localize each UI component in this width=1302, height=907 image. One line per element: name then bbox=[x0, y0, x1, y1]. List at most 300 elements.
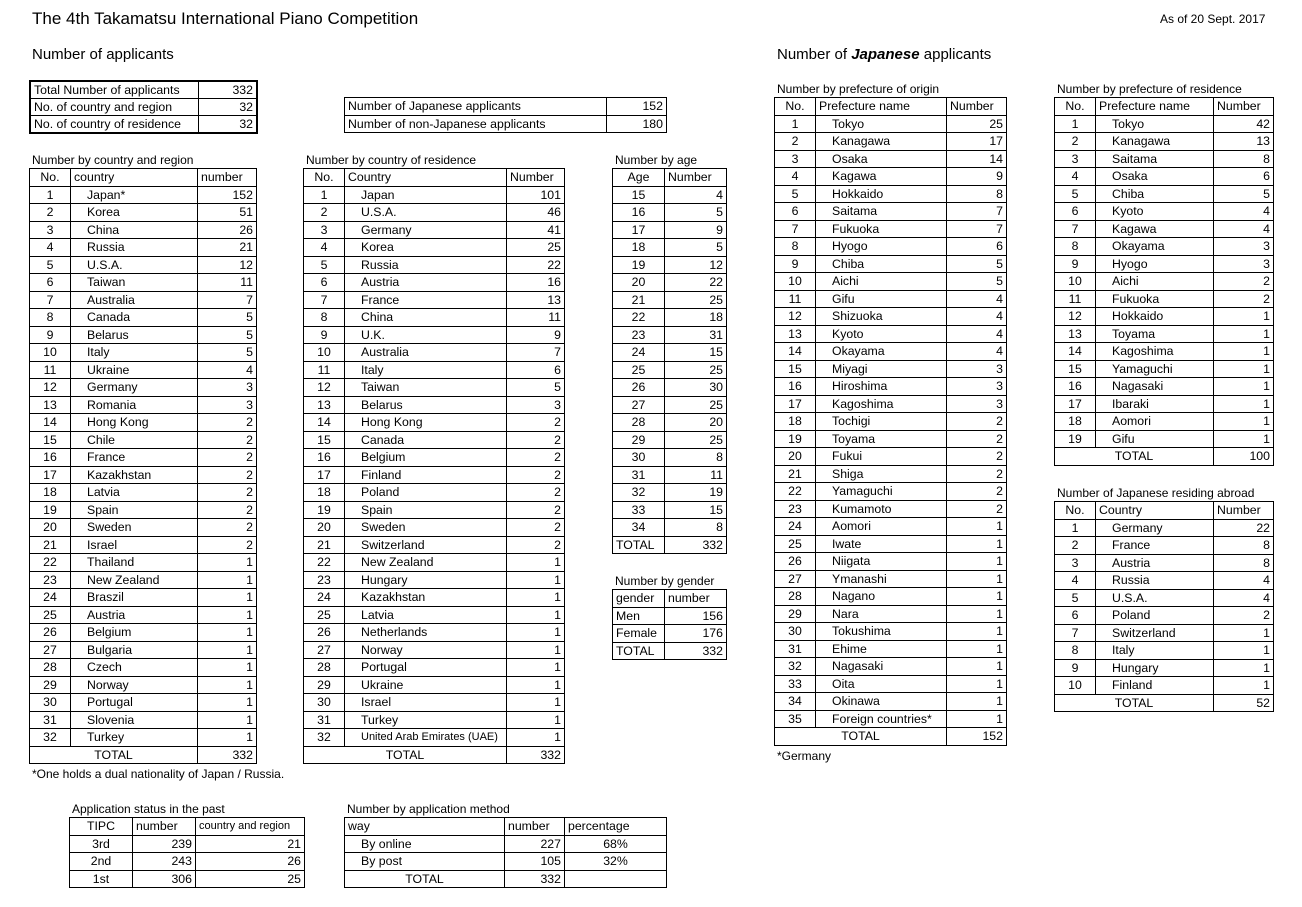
table-row bbox=[304, 589, 565, 607]
row-value: 32 bbox=[198, 116, 257, 134]
table-cell: 25 bbox=[304, 606, 345, 624]
table-cell: 10 bbox=[1055, 273, 1096, 291]
table-cell: 8 bbox=[1214, 150, 1274, 168]
table-cell: 5 bbox=[198, 309, 257, 327]
table-cell: Kagawa bbox=[1096, 220, 1214, 238]
table-cell: 21 bbox=[196, 835, 305, 853]
table-cell: 5 bbox=[947, 255, 1007, 273]
table-cell: 1 bbox=[947, 693, 1007, 711]
table-cell: 1 bbox=[1214, 659, 1274, 677]
table-cell: Aomori bbox=[816, 518, 947, 536]
table-row bbox=[30, 554, 257, 572]
table-row bbox=[775, 448, 1007, 466]
column-header: Number bbox=[947, 98, 1007, 116]
row-label: Total Number of applicants bbox=[30, 81, 198, 99]
table-cell: 105 bbox=[505, 853, 565, 871]
table-cell: 21 bbox=[775, 465, 816, 483]
table-cell: 6 bbox=[1214, 168, 1274, 186]
table-cell: Norway bbox=[71, 676, 198, 694]
table-cell: U.K. bbox=[345, 326, 507, 344]
table-row bbox=[304, 379, 565, 397]
column-header: gender bbox=[613, 590, 665, 608]
table-cell: 20 bbox=[775, 448, 816, 466]
table-row bbox=[1055, 115, 1274, 133]
table-row bbox=[30, 81, 257, 99]
country-table-caption: Number by country and region bbox=[32, 153, 194, 167]
residence-table bbox=[303, 168, 565, 764]
table-row bbox=[70, 835, 305, 853]
table-cell: 7 bbox=[1055, 220, 1096, 238]
table-cell: 16 bbox=[1055, 378, 1096, 396]
table-cell: Switzerland bbox=[345, 536, 507, 554]
table-row bbox=[775, 325, 1007, 343]
table-row bbox=[30, 361, 257, 379]
table-cell: 2 bbox=[507, 484, 565, 502]
pref-residence-table bbox=[1054, 97, 1274, 466]
table-cell: 3 bbox=[30, 221, 71, 239]
table-cell: 1 bbox=[198, 624, 257, 642]
table-cell: 19 bbox=[304, 501, 345, 519]
table-cell: 2 bbox=[507, 536, 565, 554]
table-row bbox=[775, 465, 1007, 483]
table-cell: 31 bbox=[613, 466, 665, 484]
table-row bbox=[30, 99, 257, 116]
table-cell: 8 bbox=[775, 238, 816, 256]
table-cell: 21 bbox=[613, 291, 665, 309]
table-cell: Israel bbox=[345, 694, 507, 712]
table-cell: Belgium bbox=[345, 449, 507, 467]
table-cell: 7 bbox=[198, 291, 257, 309]
table-cell: 8 bbox=[947, 185, 1007, 203]
table-row bbox=[775, 395, 1007, 413]
table-cell: 25 bbox=[665, 431, 727, 449]
table-row bbox=[30, 256, 257, 274]
total-label: TOTAL bbox=[775, 728, 947, 746]
table-row bbox=[30, 589, 257, 607]
table-cell: 9 bbox=[1055, 255, 1096, 273]
table-row bbox=[30, 431, 257, 449]
table-cell: 51 bbox=[198, 204, 257, 222]
table-row bbox=[304, 344, 565, 362]
table-row bbox=[304, 484, 565, 502]
summary-table bbox=[29, 80, 258, 134]
gender-table bbox=[612, 589, 727, 660]
table-row bbox=[775, 273, 1007, 291]
table-cell: 6 bbox=[30, 274, 71, 292]
table-cell: 1 bbox=[507, 606, 565, 624]
table-cell: 1 bbox=[1214, 624, 1274, 642]
pref-origin-caption: Number by prefecture of origin bbox=[777, 82, 940, 96]
table-cell: New Zealand bbox=[345, 554, 507, 572]
table-cell: 11 bbox=[775, 290, 816, 308]
table-cell: 24 bbox=[30, 589, 71, 607]
japanese-split-table bbox=[344, 97, 667, 133]
table-row bbox=[1055, 607, 1274, 625]
table-cell: 10 bbox=[1055, 677, 1096, 695]
table-row bbox=[1055, 413, 1274, 431]
table-cell: 3 bbox=[947, 395, 1007, 413]
table-cell: Austria bbox=[71, 606, 198, 624]
table-cell: Canada bbox=[71, 309, 198, 327]
table-header-row bbox=[1055, 98, 1274, 116]
table-cell: 4 bbox=[1214, 572, 1274, 590]
table-cell: 22 bbox=[665, 274, 727, 292]
table-cell: Ukraine bbox=[71, 361, 198, 379]
table-row bbox=[304, 711, 565, 729]
residence-table-caption: Number by country of residence bbox=[306, 153, 477, 167]
table-cell: Turkey bbox=[71, 729, 198, 747]
table-cell: 1 bbox=[947, 658, 1007, 676]
table-cell: 1 bbox=[507, 694, 565, 712]
table-cell: Turkey bbox=[345, 711, 507, 729]
table-cell: 2 bbox=[507, 519, 565, 537]
table-cell: 14 bbox=[1055, 343, 1096, 361]
table-row bbox=[30, 624, 257, 642]
table-cell: 3 bbox=[1214, 255, 1274, 273]
table-cell: Hokkaido bbox=[1096, 308, 1214, 326]
table-cell: 152 bbox=[198, 186, 257, 204]
table-row bbox=[613, 239, 727, 257]
table-row bbox=[775, 238, 1007, 256]
table-cell: 1 bbox=[198, 729, 257, 747]
table-header-row bbox=[345, 818, 667, 836]
table-cell: 2 bbox=[198, 484, 257, 502]
table-row bbox=[1055, 554, 1274, 572]
table-cell: 17 bbox=[30, 466, 71, 484]
table-cell: 29 bbox=[613, 431, 665, 449]
table-row bbox=[775, 115, 1007, 133]
table-row bbox=[304, 466, 565, 484]
table-cell: 13 bbox=[507, 291, 565, 309]
table-cell: New Zealand bbox=[71, 571, 198, 589]
table-cell: 23 bbox=[775, 500, 816, 518]
table-cell: 1 bbox=[1214, 430, 1274, 448]
table-cell: 3 bbox=[775, 150, 816, 168]
table-cell: 5 bbox=[1055, 589, 1096, 607]
table-row bbox=[30, 449, 257, 467]
table-cell: 4 bbox=[1214, 203, 1274, 221]
gender-table-caption: Number by gender bbox=[615, 574, 715, 588]
table-cell: 25 bbox=[665, 396, 727, 414]
total-label: TOTAL bbox=[304, 746, 507, 764]
total-value: 152 bbox=[947, 728, 1007, 746]
table-cell: 30 bbox=[30, 694, 71, 712]
table-cell: 3 bbox=[1055, 554, 1096, 572]
table-cell: 18 bbox=[1055, 413, 1096, 431]
table-cell: 5 bbox=[198, 326, 257, 344]
table-cell: Ukraine bbox=[345, 676, 507, 694]
table-cell: Iwate bbox=[816, 535, 947, 553]
table-cell: 1 bbox=[947, 605, 1007, 623]
section-heading-applicants: Number of applicants bbox=[32, 46, 174, 63]
table-row bbox=[304, 729, 565, 747]
column-header: Number bbox=[665, 169, 727, 187]
table-cell: 7 bbox=[507, 344, 565, 362]
column-header: Country bbox=[345, 169, 507, 187]
table-cell: Foreign countries* bbox=[816, 710, 947, 728]
table-cell: 4 bbox=[947, 325, 1007, 343]
total-label: TOTAL bbox=[613, 642, 665, 660]
table-cell: 34 bbox=[613, 519, 665, 537]
table-row bbox=[775, 413, 1007, 431]
table-cell: 7 bbox=[947, 220, 1007, 238]
table-cell: 8 bbox=[30, 309, 71, 327]
table-row bbox=[30, 116, 257, 134]
table-cell: United Arab Emirates (UAE) bbox=[345, 729, 507, 747]
table-cell: 18 bbox=[304, 484, 345, 502]
table-cell: 1 bbox=[947, 535, 1007, 553]
table-cell: 1 bbox=[775, 115, 816, 133]
table-row bbox=[304, 571, 565, 589]
table-cell: 11 bbox=[304, 361, 345, 379]
table-cell: Bulgaria bbox=[71, 641, 198, 659]
table-cell: Toyama bbox=[816, 430, 947, 448]
table-cell: 12 bbox=[30, 379, 71, 397]
table-cell: 3 bbox=[1214, 238, 1274, 256]
table-cell: 5 bbox=[198, 344, 257, 362]
table-cell: 5 bbox=[947, 273, 1007, 291]
table-cell: 11 bbox=[665, 466, 727, 484]
row-value: 180 bbox=[607, 115, 667, 133]
table-cell: 5 bbox=[30, 256, 71, 274]
table-cell: 28 bbox=[775, 588, 816, 606]
column-header: Prefecture name bbox=[816, 98, 947, 116]
table-cell: 4 bbox=[1214, 589, 1274, 607]
table-cell: Austria bbox=[1096, 554, 1214, 572]
table-cell: Osaka bbox=[1096, 168, 1214, 186]
table-cell: 1 bbox=[947, 710, 1007, 728]
table-cell: 19 bbox=[665, 484, 727, 502]
table-cell: 26 bbox=[775, 553, 816, 571]
table-cell: 5 bbox=[507, 379, 565, 397]
table-row bbox=[304, 204, 565, 222]
column-header: Prefecture name bbox=[1096, 98, 1214, 116]
table-header-row bbox=[1055, 502, 1274, 520]
table-cell: 23 bbox=[30, 571, 71, 589]
table-cell: 8 bbox=[1055, 642, 1096, 660]
table-row bbox=[30, 641, 257, 659]
table-row bbox=[70, 870, 305, 888]
table-cell: 20 bbox=[665, 414, 727, 432]
table-cell: Latvia bbox=[71, 484, 198, 502]
table-cell: 28 bbox=[613, 414, 665, 432]
table-row bbox=[1055, 133, 1274, 151]
table-cell: 2 bbox=[30, 204, 71, 222]
table-cell: 3 bbox=[198, 379, 257, 397]
column-header: percentage bbox=[565, 818, 667, 836]
table-row bbox=[775, 185, 1007, 203]
table-row bbox=[30, 536, 257, 554]
total-value: 332 bbox=[507, 746, 565, 764]
table-row bbox=[1055, 308, 1274, 326]
table-cell: 13 bbox=[304, 396, 345, 414]
table-cell: U.S.A. bbox=[1096, 589, 1214, 607]
table-cell: Kazakhstan bbox=[71, 466, 198, 484]
table-cell: 32 bbox=[775, 658, 816, 676]
table-cell: 23 bbox=[304, 571, 345, 589]
table-cell: 9 bbox=[507, 326, 565, 344]
table-cell: 2 bbox=[198, 449, 257, 467]
table-row bbox=[775, 133, 1007, 151]
column-header: Number bbox=[1214, 98, 1274, 116]
table-cell: 4 bbox=[198, 361, 257, 379]
table-cell: 4 bbox=[30, 239, 71, 257]
table-cell: Netherlands bbox=[345, 624, 507, 642]
table-cell: Tochigi bbox=[816, 413, 947, 431]
table-cell: 2 bbox=[198, 536, 257, 554]
table-cell: Italy bbox=[1096, 642, 1214, 660]
table-row bbox=[1055, 220, 1274, 238]
empty-cell bbox=[565, 870, 667, 888]
table-row bbox=[775, 658, 1007, 676]
table-row bbox=[30, 676, 257, 694]
table-cell: Okayama bbox=[816, 343, 947, 361]
row-label: No. of country and region bbox=[30, 99, 198, 116]
table-cell: 1 bbox=[1214, 343, 1274, 361]
table-row bbox=[775, 710, 1007, 728]
table-cell: Australia bbox=[71, 291, 198, 309]
table-cell: 31 bbox=[30, 711, 71, 729]
table-cell: Fukui bbox=[816, 448, 947, 466]
table-cell: 33 bbox=[775, 675, 816, 693]
table-cell: Japan* bbox=[71, 186, 198, 204]
table-cell: Kanagawa bbox=[1096, 133, 1214, 151]
table-row bbox=[775, 500, 1007, 518]
table-cell: Tokyo bbox=[1096, 115, 1214, 133]
table-cell: Japan bbox=[345, 186, 507, 204]
table-cell: By post bbox=[345, 853, 505, 871]
table-cell: Kumamoto bbox=[816, 500, 947, 518]
age-table-caption: Number by age bbox=[615, 153, 698, 167]
table-cell: 9 bbox=[304, 326, 345, 344]
table-row bbox=[304, 414, 565, 432]
table-cell: 20 bbox=[30, 519, 71, 537]
table-cell: 4 bbox=[1055, 168, 1096, 186]
table-cell: Finland bbox=[345, 466, 507, 484]
table-cell: Finland bbox=[1096, 677, 1214, 695]
table-row bbox=[613, 519, 727, 537]
table-cell: 22 bbox=[775, 483, 816, 501]
row-value: 32 bbox=[198, 99, 257, 116]
table-header-row bbox=[70, 818, 305, 836]
table-cell: 12 bbox=[1055, 308, 1096, 326]
table-cell: Miyagi bbox=[816, 360, 947, 378]
table-cell: Hiroshima bbox=[816, 378, 947, 396]
table-row bbox=[30, 274, 257, 292]
table-cell: 16 bbox=[507, 274, 565, 292]
table-cell: Osaka bbox=[816, 150, 947, 168]
table-cell: 243 bbox=[133, 853, 196, 871]
table-cell: Hyogo bbox=[1096, 255, 1214, 273]
table-cell: Saitama bbox=[1096, 150, 1214, 168]
table-cell: Hokkaido bbox=[816, 185, 947, 203]
table-cell: Shizuoka bbox=[816, 308, 947, 326]
table-cell: 23 bbox=[613, 326, 665, 344]
table-row bbox=[613, 625, 727, 643]
table-cell: 12 bbox=[198, 256, 257, 274]
table-cell: Taiwan bbox=[345, 379, 507, 397]
table-cell: 14 bbox=[775, 343, 816, 361]
row-value: 332 bbox=[198, 81, 257, 99]
column-header: No. bbox=[1055, 502, 1096, 520]
table-cell: 19 bbox=[30, 501, 71, 519]
table-cell: Korea bbox=[345, 239, 507, 257]
table-row bbox=[30, 396, 257, 414]
table-cell: 7 bbox=[304, 291, 345, 309]
table-cell: 21 bbox=[198, 239, 257, 257]
table-cell: Poland bbox=[345, 484, 507, 502]
table-cell: Kyoto bbox=[1096, 203, 1214, 221]
table-row bbox=[30, 379, 257, 397]
table-cell: 2 bbox=[304, 204, 345, 222]
table-cell: 1 bbox=[198, 711, 257, 729]
table-cell: 16 bbox=[613, 204, 665, 222]
table-cell: 1 bbox=[198, 606, 257, 624]
column-header: number bbox=[198, 169, 257, 187]
table-cell: 1 bbox=[507, 676, 565, 694]
table-cell: 1 bbox=[947, 675, 1007, 693]
table-row bbox=[613, 431, 727, 449]
table-cell: 5 bbox=[775, 185, 816, 203]
table-cell: 3 bbox=[1055, 150, 1096, 168]
table-row bbox=[304, 239, 565, 257]
total-value: 332 bbox=[198, 746, 257, 764]
table-cell: 1 bbox=[947, 640, 1007, 658]
table-row bbox=[345, 115, 667, 133]
table-row bbox=[1055, 642, 1274, 660]
table-cell: 2 bbox=[1214, 290, 1274, 308]
total-label: TOTAL bbox=[1055, 694, 1214, 712]
table-cell: 26 bbox=[198, 221, 257, 239]
table-cell: Romania bbox=[71, 396, 198, 414]
table-row bbox=[775, 360, 1007, 378]
table-cell: 13 bbox=[30, 396, 71, 414]
column-header: Number bbox=[1214, 502, 1274, 520]
table-cell: 19 bbox=[613, 256, 665, 274]
table-cell: Thailand bbox=[71, 554, 198, 572]
table-cell: 8 bbox=[1214, 554, 1274, 572]
table-cell: Hungary bbox=[1096, 659, 1214, 677]
table-cell: 9 bbox=[1055, 659, 1096, 677]
table-cell: 2 bbox=[507, 466, 565, 484]
table-cell: 2 bbox=[947, 483, 1007, 501]
table-cell: Okayama bbox=[1096, 238, 1214, 256]
table-cell: 22 bbox=[507, 256, 565, 274]
table-row bbox=[775, 378, 1007, 396]
table-cell: 13 bbox=[775, 325, 816, 343]
table-cell: Switzerland bbox=[1096, 624, 1214, 642]
table-cell: Niigata bbox=[816, 553, 947, 571]
column-header: TIPC bbox=[70, 818, 133, 836]
table-row bbox=[613, 204, 727, 222]
table-cell: Female bbox=[613, 625, 665, 643]
table-cell: 26 bbox=[613, 379, 665, 397]
table-cell: Russia bbox=[345, 256, 507, 274]
table-cell: 9 bbox=[665, 221, 727, 239]
table-cell: Sweden bbox=[345, 519, 507, 537]
table-cell: 6 bbox=[1055, 607, 1096, 625]
table-cell: 1 bbox=[198, 554, 257, 572]
table-cell: 14 bbox=[947, 150, 1007, 168]
table-cell: 30 bbox=[304, 694, 345, 712]
column-header: No. bbox=[1055, 98, 1096, 116]
table-cell: Germany bbox=[71, 379, 198, 397]
table-cell: 27 bbox=[775, 570, 816, 588]
table-cell: Aomori bbox=[1096, 413, 1214, 431]
table-cell: Israel bbox=[71, 536, 198, 554]
table-cell: 2 bbox=[1055, 537, 1096, 555]
table-cell: 1 bbox=[304, 186, 345, 204]
